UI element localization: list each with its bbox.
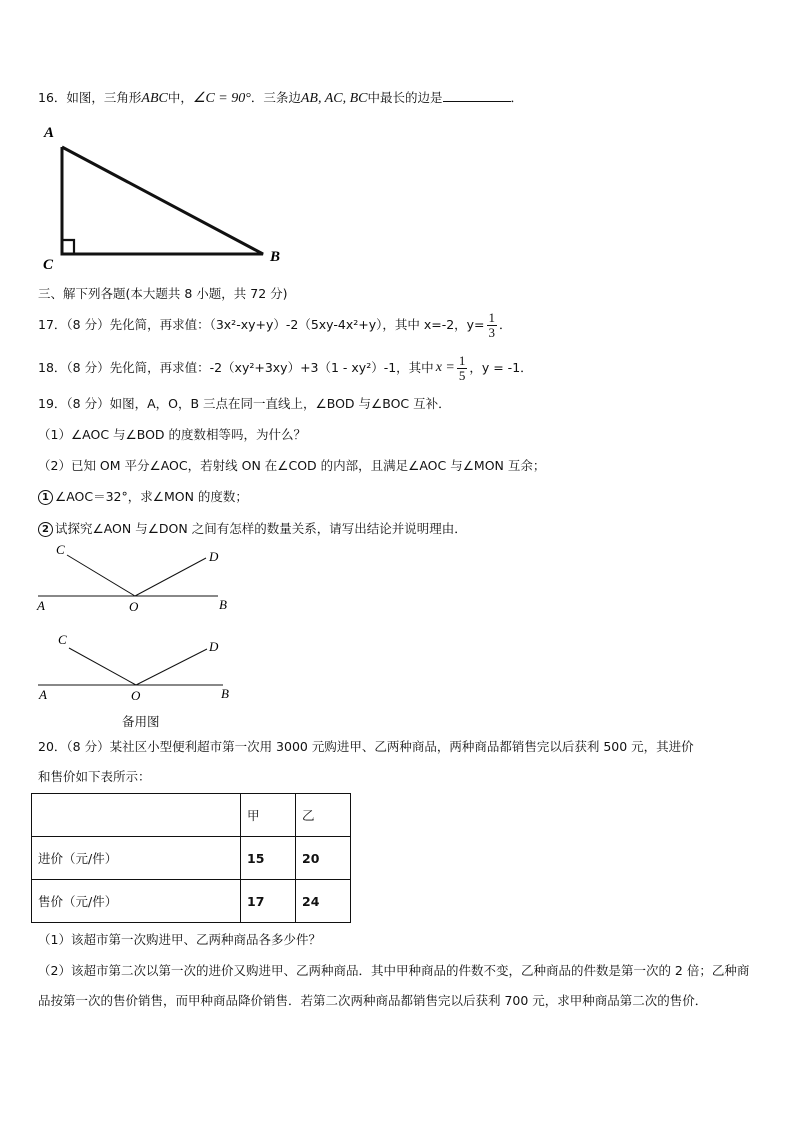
point-label-a: A bbox=[37, 598, 45, 613]
point-label-b: B bbox=[219, 597, 227, 612]
point-label-c: C bbox=[58, 632, 67, 647]
section-heading: 三、解下列各题(本大题共 8 小题，共 72 分) bbox=[38, 286, 288, 301]
circled-number-2: 2 bbox=[38, 522, 53, 537]
table-cell: 20 bbox=[296, 837, 351, 880]
q20-part2: （2）该超市第二次以第一次的进价又购进甲、乙两种商品．其中甲种商品的件数不变，乙种商品的件数是第一次的 2 倍；乙种商品按第一次的售价销售，而甲种商品降价销售．若第二次两种商品都销售完以后获利 700 元，求甲种商品第二次的售价． bbox=[38, 963, 750, 1008]
table-cell: 24 bbox=[296, 880, 351, 923]
q16-end: ． bbox=[510, 90, 524, 105]
q18-frac-num: 1 bbox=[458, 352, 466, 368]
q16-text2: 中， bbox=[167, 90, 193, 105]
q18-fraction bbox=[457, 354, 468, 383]
q16-sides: AB, AC, BC bbox=[300, 91, 368, 106]
point-label-d: D bbox=[209, 549, 219, 564]
q20-stem-line1: 20．（8 分）某社区小型便利超市第一次用 3000 元购进甲、乙两种商品，两种商品都销售完以后获利 500 元，其进价 bbox=[38, 739, 694, 754]
table-cell: 进价（元/件） bbox=[32, 837, 241, 880]
right-angle-mark bbox=[62, 240, 74, 254]
backup-figure-caption: 备用图 bbox=[122, 714, 160, 729]
circled-number-1: 1 bbox=[38, 490, 53, 505]
triangle-outline bbox=[62, 147, 263, 254]
q19-stem: 19．（8 分）如图，A，O，B 三点在同一直线上，∠BOD 与∠BOC 互补． bbox=[38, 396, 451, 411]
q17-line bbox=[38, 309, 512, 341]
point-label-a: A bbox=[39, 687, 47, 702]
ray-od bbox=[135, 558, 206, 596]
point-label-d: D bbox=[209, 639, 219, 654]
q18-frac-den: 5 bbox=[458, 367, 466, 383]
vertex-label-a: A bbox=[44, 125, 55, 141]
table-header-row bbox=[32, 794, 351, 837]
table-row bbox=[32, 837, 351, 880]
q16-line bbox=[38, 89, 523, 108]
vertex-label-b: B bbox=[270, 249, 281, 265]
table-cell: 17 bbox=[241, 880, 296, 923]
point-label-c: C bbox=[56, 542, 65, 557]
angle-figure-main bbox=[30, 538, 240, 618]
table-row bbox=[32, 880, 351, 923]
q17-frac-den: 3 bbox=[488, 324, 496, 340]
q18-x-label: x = bbox=[435, 360, 455, 375]
q16-answer-blank bbox=[443, 89, 511, 102]
ray-oc bbox=[69, 648, 136, 685]
q18-line bbox=[38, 351, 533, 385]
q17-frac-num: 1 bbox=[488, 309, 496, 325]
q17-fraction bbox=[487, 311, 498, 340]
q18-text: 18．（8 分）先化简，再求值：-2（xy²+3xy）+3（1 - xy²）-1，其中 bbox=[38, 360, 434, 375]
table-header-cell: 乙 bbox=[296, 794, 351, 837]
q20-stem-line2: 和售价如下表所示： bbox=[38, 769, 151, 784]
q19-sub1-line bbox=[38, 488, 248, 506]
angle-figure-backup bbox=[30, 627, 240, 707]
ray-od bbox=[136, 649, 207, 685]
table-cell: 15 bbox=[241, 837, 296, 880]
q19-part1: （1）∠AOC 与∠BOD 的度数相等吗，为什么？ bbox=[38, 427, 307, 442]
q18-suffix: ，y = -1． bbox=[469, 360, 533, 375]
q16-text3: ．三条边 bbox=[250, 90, 301, 105]
q16-abc: ABC bbox=[141, 91, 168, 106]
q19-part2: （2）已知 OM 平分∠AOC，若射线 ON 在∠COD 的内部，且满足∠AOC 与∠MON 互余； bbox=[38, 458, 546, 473]
q19-sub2: 试探究∠AON 与∠DON 之间有怎样的数量关系，请写出结论并说明理由． bbox=[55, 521, 467, 536]
point-label-o: O bbox=[129, 599, 139, 614]
q16-angle: ∠C = 90° bbox=[192, 91, 251, 106]
right-triangle-figure bbox=[36, 120, 296, 275]
q16-text4: 中最长的边是 bbox=[367, 90, 443, 105]
q17-text: 17．（8 分）先化简，再求值：（3x²-xy+y）-2（5xy-4x²+y），其中 x=-2，y= bbox=[38, 317, 485, 332]
ray-oc bbox=[67, 555, 135, 596]
point-label-b: B bbox=[221, 686, 229, 701]
q19-sub2-line bbox=[38, 520, 467, 538]
q17-suffix: ． bbox=[499, 317, 512, 332]
table-cell: 售价（元/件） bbox=[32, 880, 241, 923]
table-header-cell bbox=[32, 794, 241, 837]
q16-text1: 如图，三角形 bbox=[66, 90, 142, 105]
table-header-cell: 甲 bbox=[241, 794, 296, 837]
vertex-label-c: C bbox=[43, 257, 54, 273]
q20-part1: （1）该超市第一次购进甲、乙两种商品各多少件？ bbox=[38, 932, 321, 947]
q19-sub1: ∠AOC＝32°，求∠MON 的度数； bbox=[55, 489, 248, 504]
q16-number: 16． bbox=[38, 90, 67, 105]
price-table bbox=[31, 793, 351, 923]
point-label-o: O bbox=[131, 688, 141, 703]
